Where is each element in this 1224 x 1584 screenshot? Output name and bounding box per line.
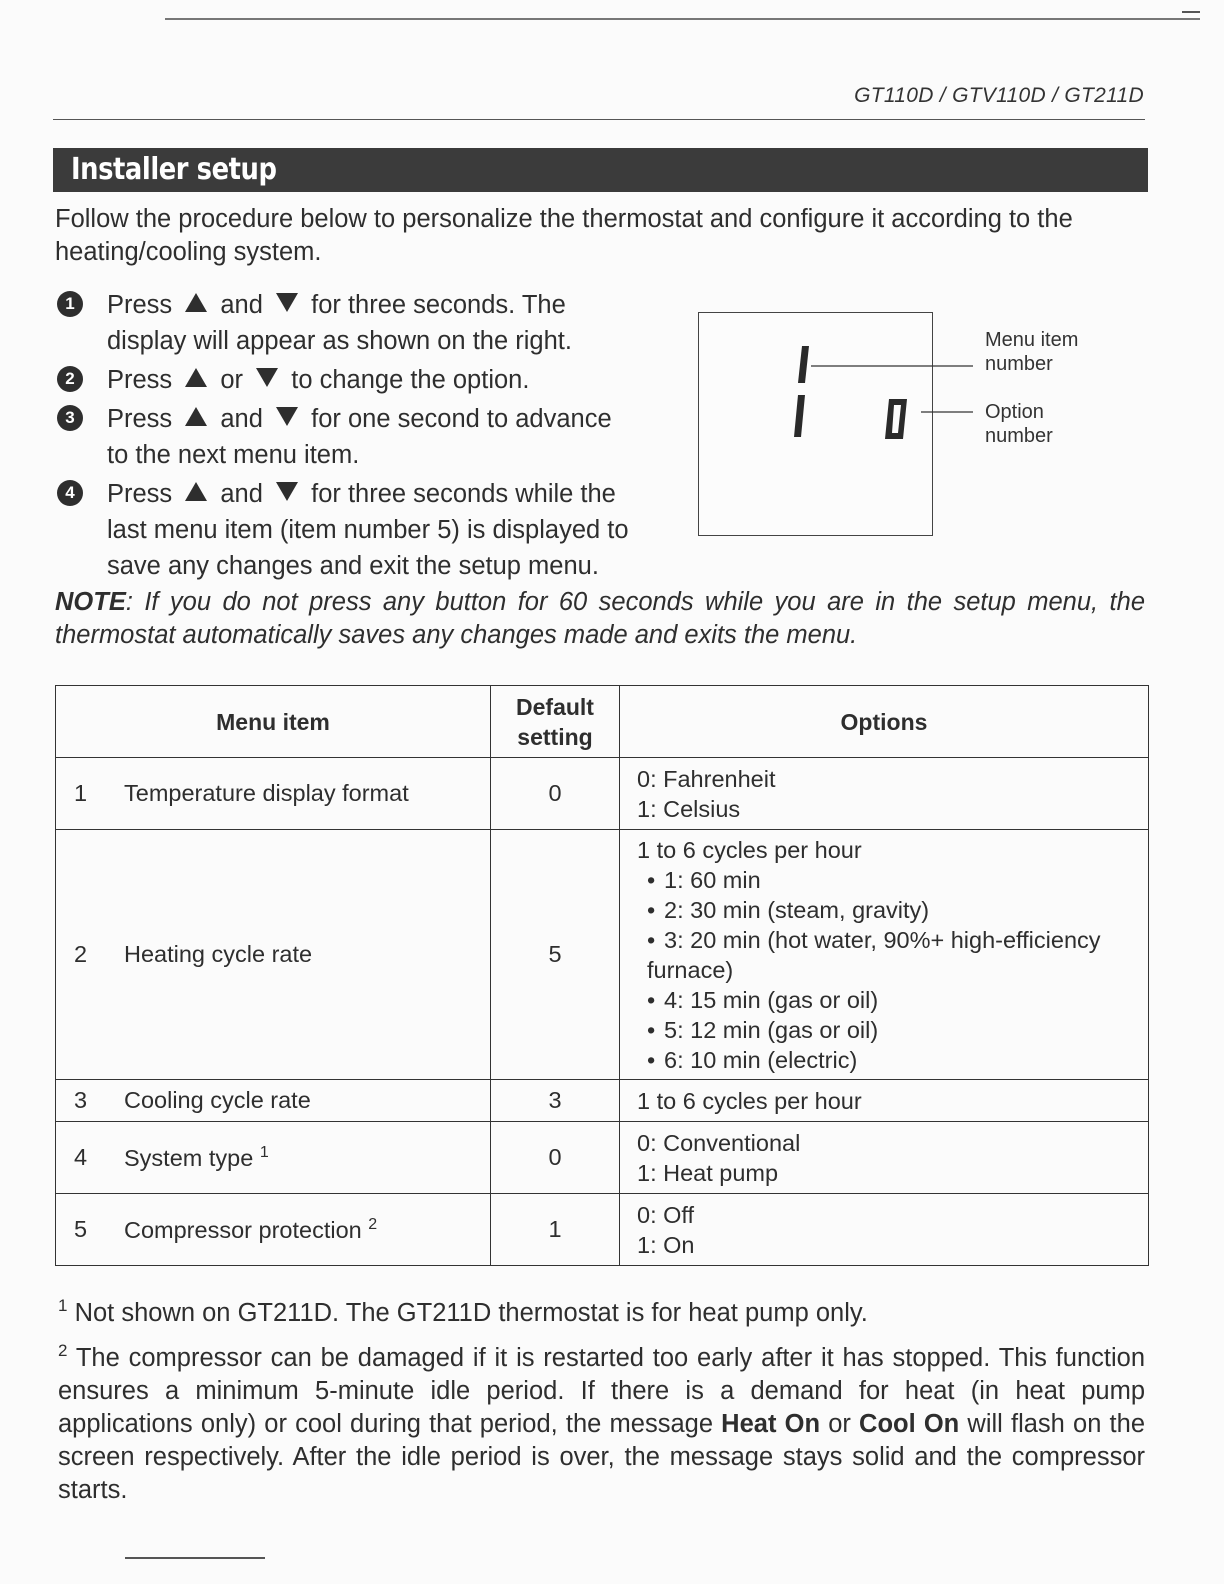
- up-arrow-icon: [185, 293, 207, 312]
- top-corner-mark: [1182, 11, 1200, 13]
- option-line: 1: Celsius: [637, 795, 741, 822]
- footnote-1: [58, 1297, 1145, 1330]
- option-number-label: [985, 400, 1053, 448]
- option-bullet-continued: furnace): [647, 956, 734, 983]
- step-number-1: 1: [57, 291, 83, 317]
- footnote-text: The compressor can be damaged if it is restarted too early after it has stopped. This function ensures a minimum 5-minute idle period. If there is a demand for heat (in heat pump applications only) or cool during that period, the message: [58, 1344, 1145, 1438]
- installer-menu-table: [55, 685, 1149, 1266]
- step-text: or: [220, 366, 244, 394]
- item-name: Compressor protection: [124, 1216, 362, 1243]
- note-label: NOTE: [55, 588, 126, 616]
- note-text: : If you do not press any button for 60 seconds while you are in the setup menu, the thermostat automatically saves any changes made and exits the menu.: [55, 588, 1145, 649]
- lcd-segment-lower: [794, 395, 805, 437]
- lcd-display-illustration: [698, 312, 933, 536]
- table-header-row: [56, 686, 1149, 758]
- item-name: Cooling cycle rate: [124, 1087, 311, 1113]
- option-line: 1 to 6 cycles per hour: [637, 1087, 862, 1114]
- step-text: and: [220, 291, 263, 319]
- model-header: GT110D / GTV110D / GT211D: [854, 84, 1144, 107]
- header-text: setting: [517, 723, 593, 750]
- step-text: to the next menu item.: [107, 441, 360, 469]
- down-arrow-icon: [276, 482, 298, 501]
- item-number: 2: [74, 941, 88, 967]
- intro-paragraph: Follow the procedure below to personalize the thermostat and configure it according to the heating/cooling system.: [55, 205, 1073, 266]
- step-text: Press: [107, 291, 173, 319]
- down-arrow-icon: [256, 368, 278, 387]
- item-number: 4: [74, 1144, 88, 1171]
- default-cell: 3: [491, 1080, 620, 1122]
- down-arrow-icon: [276, 407, 298, 426]
- header-divider: [53, 119, 1145, 120]
- option-line: 0: Fahrenheit: [637, 765, 776, 792]
- option-line: 0: Off: [637, 1201, 695, 1228]
- header-menu-item: Menu item: [56, 686, 491, 758]
- step-text: to change the option.: [291, 366, 530, 394]
- note-paragraph: [55, 586, 1145, 652]
- option-line: 1: Heat pump: [637, 1159, 779, 1186]
- option-bullet: • 1: 60 min: [647, 866, 761, 893]
- default-cell: 1: [491, 1194, 620, 1266]
- footnote-text: Not shown on GT211D. The GT211D thermostat is for heat pump only.: [74, 1299, 868, 1327]
- top-border-line: [165, 18, 1200, 20]
- default-cell: 5: [491, 830, 620, 1080]
- up-arrow-icon: [185, 482, 207, 501]
- table-row: [56, 1080, 1149, 1122]
- item-name: System type: [124, 1144, 254, 1171]
- cool-on-label: Cool On: [859, 1410, 960, 1438]
- step-number-3: 3: [57, 405, 83, 431]
- options-cell: [620, 1080, 1149, 1122]
- down-arrow-icon: [276, 293, 298, 312]
- step-text: Press: [107, 366, 173, 394]
- option-line: 1: On: [637, 1231, 695, 1258]
- callout-text: Menu item: [985, 329, 1079, 351]
- step-text: for one second to advance: [311, 405, 612, 433]
- item-name: Heating cycle rate: [124, 941, 313, 967]
- table-row: [56, 758, 1149, 830]
- option-bullet: • 2: 30 min (steam, gravity): [647, 896, 930, 923]
- option-line: 1 to 6 cycles per hour: [637, 836, 862, 863]
- step-text: Press: [107, 405, 173, 433]
- step-text: save any changes and exit the setup menu.: [107, 552, 599, 580]
- footnote-mark: 1: [58, 1296, 68, 1315]
- item-number: 3: [74, 1087, 88, 1113]
- menu-item-cell: [56, 830, 491, 1080]
- header-text: Default: [516, 693, 594, 720]
- options-cell: [620, 1194, 1149, 1266]
- item-number: 1: [74, 780, 88, 806]
- options-cell: [620, 830, 1149, 1080]
- up-arrow-icon: [185, 407, 207, 426]
- callout-text: Option: [985, 401, 1044, 423]
- option-bullet: • 4: 15 min (gas or oil): [647, 986, 879, 1013]
- option-bullet: • 3: 20 min (hot water, 90%+ high-efficiency: [647, 926, 1101, 953]
- lcd-callout-lines: [805, 350, 975, 420]
- step-2: [55, 362, 675, 398]
- step-text: last menu item (item number 5) is displayed to: [107, 516, 629, 544]
- menu-item-cell: [56, 1080, 491, 1122]
- option-bullet: • 6: 10 min (electric): [647, 1046, 858, 1073]
- table-row: [56, 1194, 1149, 1266]
- header-default-setting: [491, 686, 620, 758]
- footnote-2: [58, 1342, 1145, 1507]
- menu-item-number-label: [985, 328, 1078, 376]
- item-name: Temperature display format: [124, 780, 409, 806]
- up-arrow-icon: [185, 368, 207, 387]
- item-number: 5: [74, 1216, 88, 1243]
- footnote-mark: 2: [58, 1341, 68, 1360]
- callout-text: number: [985, 353, 1053, 375]
- callout-text: number: [985, 425, 1053, 447]
- table-row: [56, 830, 1149, 1080]
- table-row: [56, 1122, 1149, 1194]
- step-1: [55, 287, 675, 359]
- options-cell: [620, 758, 1149, 830]
- steps-list: [55, 287, 675, 587]
- default-cell: 0: [491, 1122, 620, 1194]
- step-text: display will appear as shown on the right.: [107, 327, 572, 355]
- step-text: for three seconds while the: [311, 480, 616, 508]
- step-text: and: [220, 405, 263, 433]
- bottom-divider: [125, 1557, 265, 1559]
- footnote-text: or: [820, 1410, 860, 1438]
- step-4: [55, 476, 675, 584]
- step-3: [55, 401, 675, 473]
- step-text: and: [220, 480, 263, 508]
- options-cell: [620, 1122, 1149, 1194]
- default-cell: 0: [491, 758, 620, 830]
- footnote-ref: 2: [368, 1215, 378, 1233]
- section-title: Installer setup: [71, 152, 277, 187]
- menu-item-cell: [56, 758, 491, 830]
- section-banner: [53, 148, 1148, 192]
- option-bullet: • 5: 12 min (gas or oil): [647, 1016, 879, 1043]
- step-number-2: 2: [57, 366, 83, 392]
- step-text: for three seconds. The: [311, 291, 566, 319]
- heat-on-label: Heat On: [721, 1410, 821, 1438]
- option-line: 0: Conventional: [637, 1129, 801, 1156]
- step-text: Press: [107, 480, 173, 508]
- lcd-digits: [699, 313, 932, 535]
- header-options: Options: [620, 686, 1149, 758]
- footnote-ref: 1: [259, 1143, 269, 1161]
- footnote-text: will flash on the screen respectively. After the idle period is over, the message stays solid and the compressor starts.: [58, 1410, 1146, 1504]
- menu-item-cell: [56, 1122, 491, 1194]
- menu-item-cell: [56, 1194, 491, 1266]
- step-number-4: 4: [57, 480, 83, 506]
